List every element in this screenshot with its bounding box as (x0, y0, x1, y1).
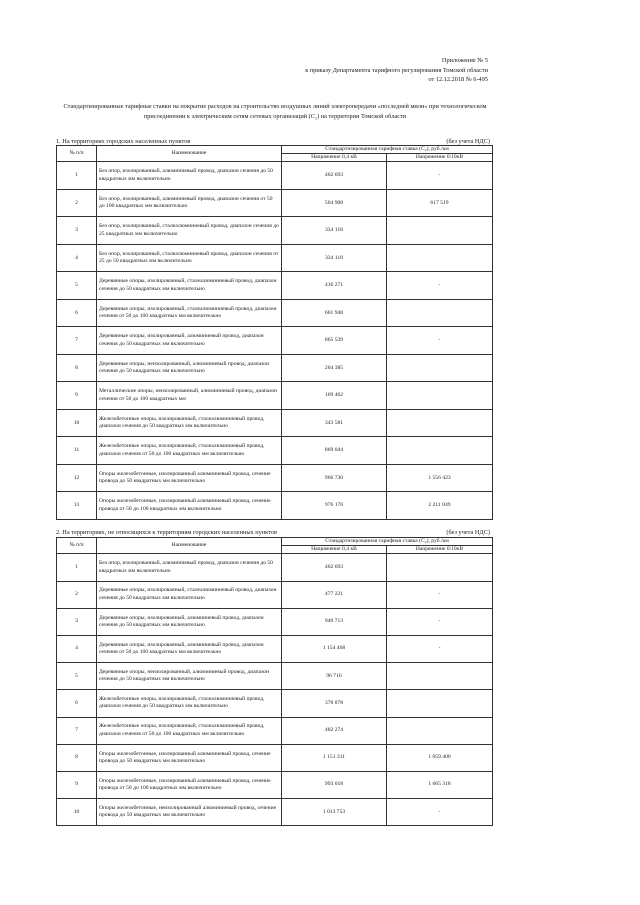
appendix-order-date: от 12.12.2018 № 6-495 (428, 76, 488, 84)
row-value-610kv: - (387, 327, 493, 355)
row-value-610kv: - (387, 581, 493, 608)
col-header-v04: Напряжение 0,4 кВ (282, 546, 387, 554)
row-number: 1 (57, 162, 97, 190)
row-number: 5 (57, 272, 97, 300)
row-number: 5 (57, 663, 97, 690)
row-name: Деревянные опоры, изолированный, сталеалюминиевый провод, диапазон сечения от 50 до 100 квадратных мм включительно (97, 299, 282, 327)
col-header-num: № п/п (57, 538, 97, 554)
row-value-610kv (387, 217, 493, 245)
table-row (57, 244, 493, 272)
row-number: 8 (57, 354, 97, 382)
row-name: Железобетонные опоры, изолированный, сталеалюминиевый провод, диапазон сечения до 50 квадратных мм включительно (97, 690, 282, 717)
table-row (57, 409, 493, 437)
table-row (57, 635, 493, 662)
row-value-04kv: 462 693 (282, 554, 387, 581)
row-value-04kv: 1 151 311 (282, 744, 387, 771)
row-value-610kv (387, 299, 493, 327)
row-number: 7 (57, 327, 97, 355)
appendix-block (228, 56, 488, 85)
table-row (57, 690, 493, 717)
row-number: 4 (57, 635, 97, 662)
row-name: Без опор, изолированный, алюминиевый провод, диапазон сечения до 50 квадратных мм включительно (97, 554, 282, 581)
row-value-610kv (387, 690, 493, 717)
row-value-04kv: 334 118 (282, 217, 387, 245)
row-value-04kv: 1 013 753 (282, 799, 387, 826)
row-number: 6 (57, 299, 97, 327)
row-name: Деревянные опоры, изолированный, алюминиевый провод, диапазон сечения от 50 до 100 квадратных мм включительно (97, 635, 282, 662)
col-header-rate: Стандартизированная тарифная ставка (С₂), руб./км (282, 146, 493, 154)
section2-vat-note: (без учета НДС) (446, 529, 490, 536)
row-number: 9 (57, 382, 97, 410)
row-value-610kv (387, 382, 493, 410)
table-row (57, 492, 493, 520)
row-name: Железобетонные опоры, изолированный, сталеалюминиевый провод, диапазон сечения от 50 до 100 квадратных мм включительно (97, 717, 282, 744)
row-value-04kv: 462 693 (282, 162, 387, 190)
table-row (57, 217, 493, 245)
row-name: Железобетонные опоры, изолированный, сталеалюминиевый провод, диапазон сечения до 50 квадратных мм включительно (97, 409, 282, 437)
appendix-number: Приложение № 5 (441, 57, 488, 64)
row-name: Деревянные опоры, изолированный, сталеалюминиевый провод, диапазон сечения до 50 квадратных мм включительно (97, 272, 282, 300)
row-number: 12 (57, 464, 97, 492)
row-value-04kv: 477 221 (282, 581, 387, 608)
table-row (57, 663, 493, 690)
section2-rows (57, 554, 493, 826)
col-header-rate: Стандартизированная тарифная ставка (С₂), руб./км (282, 538, 493, 546)
row-number: 4 (57, 244, 97, 272)
section1-vat-note: (без учета НДС) (446, 138, 490, 145)
row-value-04kv: 378 878 (282, 690, 387, 717)
row-value-610kv: 617 519 (387, 189, 493, 217)
row-number: 3 (57, 217, 97, 245)
section2-title: 2. На территориях, не относящихся к территориям городских населенных пунктов (56, 529, 277, 536)
row-value-04kv: 869 044 (282, 437, 387, 465)
table-row (57, 189, 493, 217)
row-value-610kv: 1 665 318 (387, 771, 493, 798)
row-value-610kv (387, 354, 493, 382)
row-value-610kv: - (387, 799, 493, 826)
row-name: Опоры железобетонные, изолированный алюминиевый провод, сечение провода до 50 квадратных мм включительно (97, 464, 282, 492)
table-row (57, 608, 493, 635)
row-value-610kv (387, 663, 493, 690)
row-name: Деревянные опоры, неизолированный, алюминиевый провод, диапазон сечения до 50 квадратных мм включительно (97, 663, 282, 690)
row-value-610kv: - (387, 608, 493, 635)
row-value-04kv: 264 385 (282, 354, 387, 382)
row-name: Опоры железобетонные, изолированный алюминиевый провод, сечение провода до 50 квадратных мм включительно (97, 744, 282, 771)
row-value-610kv (387, 437, 493, 465)
section1-rows (57, 162, 493, 520)
row-value-04kv: 661 948 (282, 299, 387, 327)
row-name: Деревянные опоры, изолированный, алюминиевый провод, диапазон сечения до 50 квадратных мм включительно (97, 608, 282, 635)
row-value-610kv (387, 554, 493, 581)
col-header-v610: Напряжение 6/10кВ (387, 154, 493, 162)
document-heading: Стандартизированные тарифные ставки на покрытие расходов на строительство воздушных линий электропередачи «последней мили» при технологическом присоединении к электрическим сетям сетевых организаций (С₂) на территории Томской области (63, 103, 487, 120)
row-name: Деревянные опоры, изолированный, сталеалюминиевый провод, диапазон сечения до 50 квадратных мм включительно (97, 581, 282, 608)
row-number: 13 (57, 492, 97, 520)
row-value-04kv: 96 716 (282, 663, 387, 690)
col-header-name: Наименование (97, 538, 282, 554)
appendix-order-ref: к приказу Департамента тарифного регулирования Томской области (305, 66, 488, 74)
row-value-610kv: 2 211 049 (387, 492, 493, 520)
row-value-04kv: 865 539 (282, 327, 387, 355)
row-value-04kv: 976 176 (282, 492, 387, 520)
row-number: 10 (57, 799, 97, 826)
table-row (57, 162, 493, 190)
row-value-04kv: 966 730 (282, 464, 387, 492)
row-value-04kv: 416 271 (282, 272, 387, 300)
row-number: 1 (57, 554, 97, 581)
row-name: Без опор, изолированный, алюминиевый провод, диапазон сечения от 50 до 100 квадратных мм включительно (97, 189, 282, 217)
table-row (57, 744, 493, 771)
row-value-610kv (387, 409, 493, 437)
col-header-v610: Напряжение 6/10кВ (387, 546, 493, 554)
table-row (57, 272, 493, 300)
row-value-04kv: 940 713 (282, 608, 387, 635)
row-value-04kv: 1 154 468 (282, 635, 387, 662)
row-value-04kv: 343 581 (282, 409, 387, 437)
section2-table (56, 537, 493, 826)
row-number: 6 (57, 690, 97, 717)
row-number: 9 (57, 771, 97, 798)
row-name: Опоры железобетонные, неизолированный алюминиевый провод, сечение провода до 50 квадратных мм включительно (97, 799, 282, 826)
row-name: Деревянные опоры, неизолированный, алюминиевый провод, диапазон сечения до 50 квадратных мм включительно (97, 354, 282, 382)
row-value-610kv: 1 059 400 (387, 744, 493, 771)
row-number: 11 (57, 437, 97, 465)
col-header-v04: Напряжение 0,4 кВ (282, 154, 387, 162)
table-row (57, 717, 493, 744)
row-value-610kv (387, 244, 493, 272)
row-number: 2 (57, 581, 97, 608)
table-row (57, 327, 493, 355)
table-row (57, 771, 493, 798)
table-row (57, 354, 493, 382)
table-row (57, 437, 493, 465)
row-value-04kv: 334 118 (282, 244, 387, 272)
row-name: Без опор, изолированный, сталеалюминиевый провод, диапазон сечения до 25 квадратных мм включительно (97, 217, 282, 245)
row-value-610kv: - (387, 635, 493, 662)
col-header-num: № п/п (57, 146, 97, 162)
table-row (57, 581, 493, 608)
row-value-610kv (387, 717, 493, 744)
row-name: Опоры железобетонные, изолированный алюминиевый провод, сечение провода от 50 до 100 квадратных мм включительно (97, 492, 282, 520)
row-number: 10 (57, 409, 97, 437)
table-row (57, 299, 493, 327)
row-value-04kv: 482 274 (282, 717, 387, 744)
row-value-04kv: 993 018 (282, 771, 387, 798)
row-value-610kv: - (387, 272, 493, 300)
row-number: 3 (57, 608, 97, 635)
row-name: Металлические опоры, неизолированный, алюминиевый провод, диапазон сечения от 50 до 100 квадратных мм (97, 382, 282, 410)
row-name: Опоры железобетонные, изолированный алюминиевый провод, сечение провода от 50 до 100 квадратных мм включительно (97, 771, 282, 798)
row-name: Деревянные опоры, изолированный, алюминиевый провод, диапазон сечения до 50 квадратных мм включительно (97, 327, 282, 355)
row-name: Без опор, изолированный, сталеалюминиевый провод, диапазон сечения от 25 до 50 квадратных мм включительно (97, 244, 282, 272)
row-name: Без опор, изолированный, алюминиевый провод, диапазон сечения до 50 квадратных мм включительно (97, 162, 282, 190)
row-value-04kv: 169 462 (282, 382, 387, 410)
table-row (57, 799, 493, 826)
row-value-610kv: 1 556 423 (387, 464, 493, 492)
row-name: Железобетонные опоры, изолированный, сталеалюминиевый провод, диапазон сечения от 50 до 100 квадратных мм включительно (97, 437, 282, 465)
row-value-610kv: - (387, 162, 493, 190)
table-row (57, 554, 493, 581)
row-number: 8 (57, 744, 97, 771)
row-number: 2 (57, 189, 97, 217)
table-row (57, 464, 493, 492)
table-row (57, 382, 493, 410)
row-value-04kv: 504 908 (282, 189, 387, 217)
col-header-name: Наименование (97, 146, 282, 162)
row-number: 7 (57, 717, 97, 744)
section1-title: 1. На территориях городских населенных пунктов (56, 138, 191, 145)
section1-table (56, 145, 493, 520)
